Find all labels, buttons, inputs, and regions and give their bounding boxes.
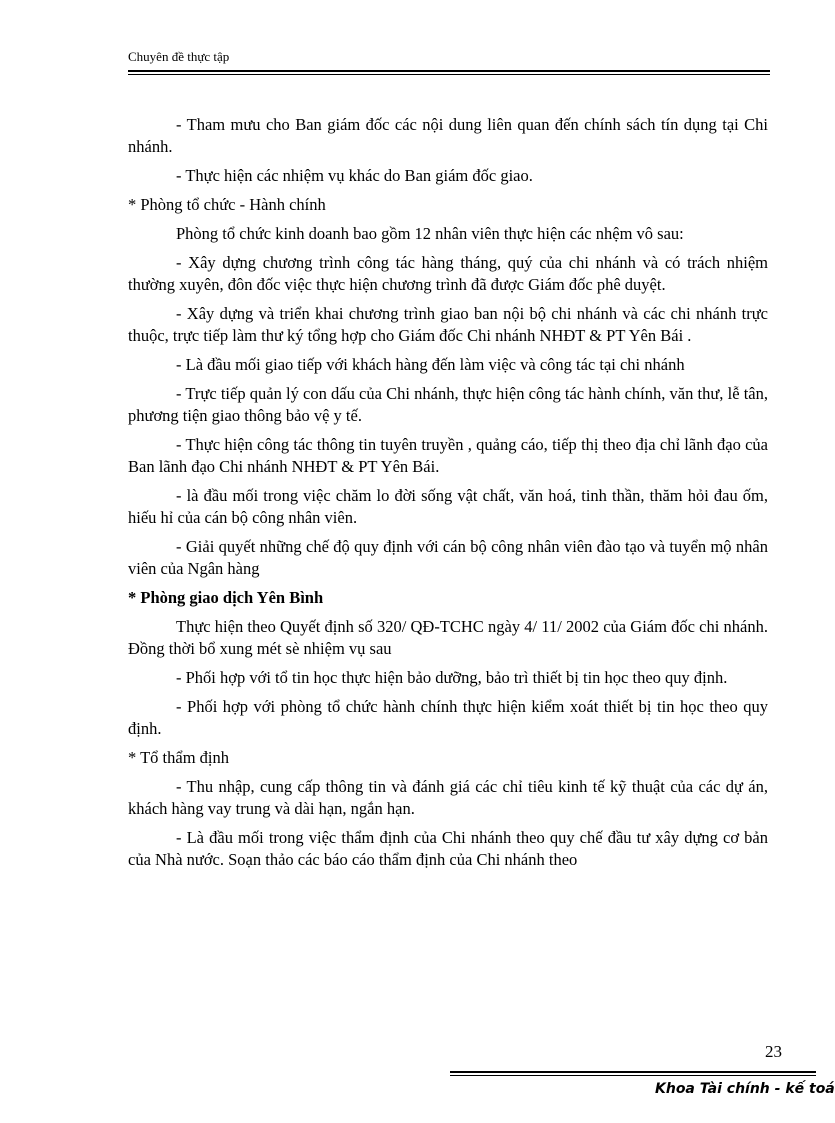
paragraph: - Phối hợp với phòng tổ chức hành chính thực hiện kiểm xoát thiết bị tin học theo quy định. <box>128 697 768 738</box>
page-footer-text: Khoa Tài chính - kế toá <box>655 1081 835 1097</box>
paragraph: - Xây dựng và triển khai chương trình giao ban nội bộ chi nhánh và các chi nhánh trực thuộc, trực tiếp làm thư ký tổng hợp cho Giám đốc Chi nhánh NHĐT & PT Yên Bái . <box>128 304 768 345</box>
paragraph: - Tham mưu cho Ban giám đốc các nội dung liên quan đến chính sách tín dụng tại Chi nhánh. <box>128 115 768 156</box>
section-heading: * Tổ thẩm định <box>128 748 229 767</box>
paragraph: - là đầu mối trong việc chăm lo đời sống vật chất, văn hoá, tinh thần, thăm hỏi đau ốm, hiếu hỉ của cán bộ công nhân viên. <box>128 486 768 527</box>
paragraph: - Giải quyết những chế độ quy định với cán bộ công nhân viên đào tạo và tuyển mộ nhân viên của Ngân hàng <box>128 537 768 578</box>
page-header-title: Chuyên đề thực tập <box>128 49 230 64</box>
header-rule-thick <box>128 70 770 72</box>
section-heading: * Phòng tổ chức - Hành chính <box>128 195 326 214</box>
paragraph: - Thực hiện các nhiệm vụ khác do Ban giám đốc giao. <box>176 166 533 185</box>
paragraph: - Thực hiện công tác thông tin tuyên truyền , quảng cáo, tiếp thị theo địa chỉ lãnh đạo của Ban lãnh đạo Chi nhánh NHĐT & PT Yên Bái. <box>128 435 768 476</box>
header-rule-thin <box>128 74 770 75</box>
footer-rule-thick <box>450 1071 816 1073</box>
section-heading-bold: * Phòng giao dịch Yên Bình <box>128 588 324 607</box>
paragraph: - Phối hợp với tổ tin học thực hiện bảo dưỡng, bảo trì thiết bị tin học theo quy định. <box>176 668 728 687</box>
document-body <box>128 114 768 878</box>
paragraph: Thực hiện theo Quyết định số 320/ QĐ-TCHC ngày 4/ 11/ 2002 của Giám đốc chi nhánh. Đồng thời bổ xung mét sè nhiệm vụ sau <box>128 617 768 658</box>
page-number: 23 <box>765 1042 782 1061</box>
paragraph: - Là đầu mối giao tiếp với khách hàng đến làm việc và công tác tại chi nhánh <box>176 355 685 374</box>
paragraph: - Thu nhập, cung cấp thông tin và đánh giá các chỉ tiêu kinh tế kỹ thuật của các dự án, khách hàng vay trung và dài hạn, ngắn hạn. <box>128 777 768 818</box>
paragraph: Phòng tổ chức kinh doanh bao gồm 12 nhân viên thực hiện các nhệm vô sau: <box>176 224 684 243</box>
footer-rule-thin <box>450 1075 816 1076</box>
paragraph: - Trực tiếp quản lý con dấu của Chi nhánh, thực hiện công tác hành chính, văn thư, lễ tân, phương tiện giao thông bảo vệ y tế. <box>128 384 768 425</box>
paragraph: - Xây dựng chương trình công tác hàng tháng, quý của chi nhánh và có trách nhiệm thường xuyên, đôn đốc việc thực hiện chương trình đã được Giám đốc phê duyệt. <box>128 253 768 294</box>
paragraph: - Là đầu mối trong việc thẩm định của Chi nhánh theo quy chế đầu tư xây dựng cơ bản của Nhà nước. Soạn thảo các báo cáo thẩm định của Chi nhánh theo <box>128 828 768 869</box>
